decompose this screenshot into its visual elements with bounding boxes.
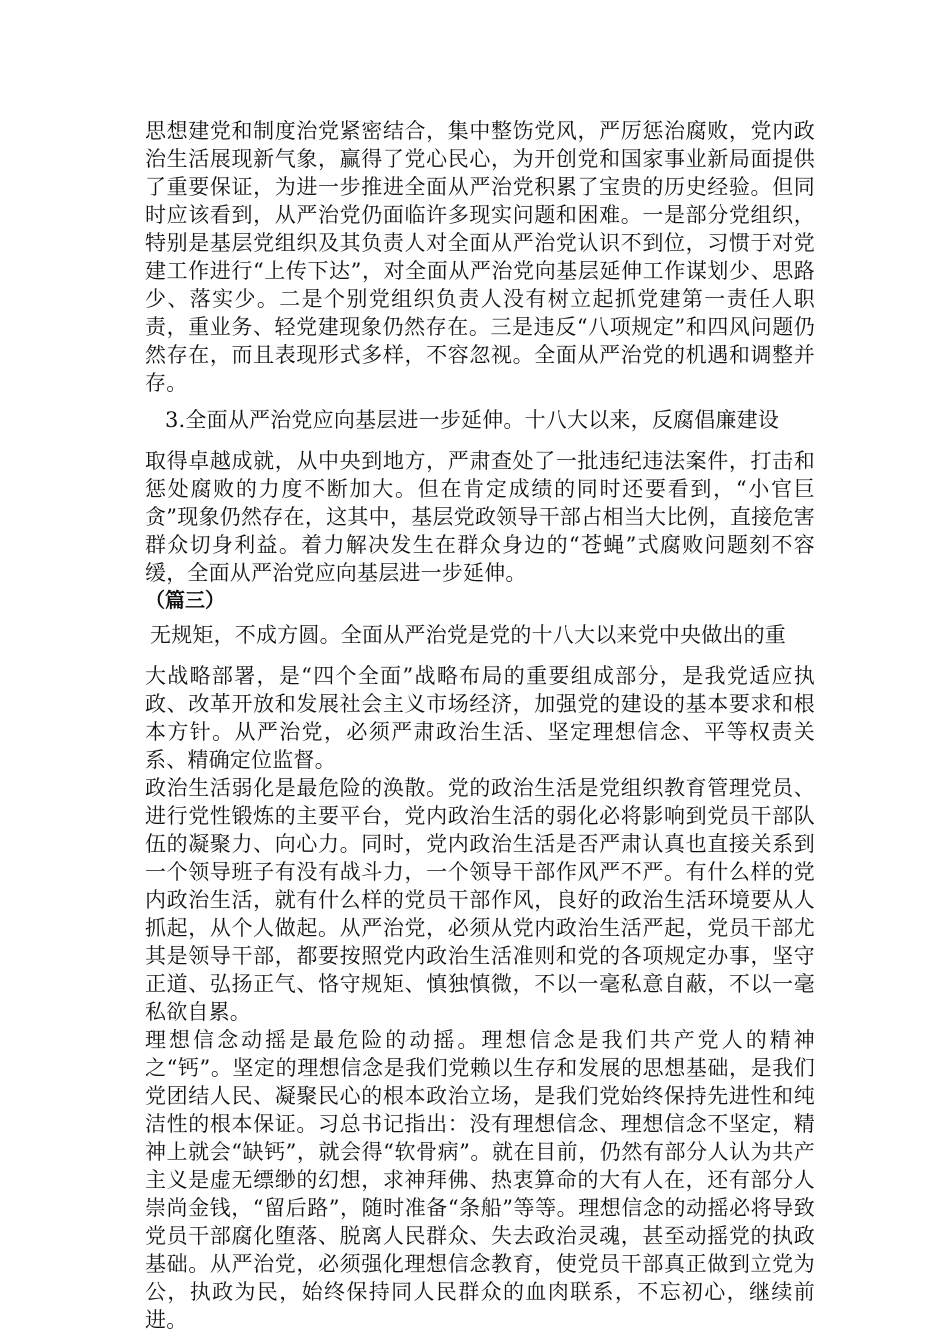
paragraph-ideals-beliefs: 理想信念动摇是最危险的动摇。理想信念是我们共产党人的精神之“钙”。坚定的理想信念是我们党赖以生存和发展的思想基础，是我们党团结人民、凝聚民心的根本政治立场，是我们党始终保持先进性和纯洁性的根本保证。习总书记指出：没有理想信念、理想信念不坚定，精神上就会“缺钙”，就会得“软骨病”。就在目前，仍然有部分人认为共产主义是虚无缥缈的幻想，求神拜佛、热衷算命的大有人在，还有部分人崇尚金钱，“留后路”，随时准备“条船”等等。理想信念的动摇必将导致党员干部腐化堕落、脱离人民群众、失去政治灵魂，甚至动摇党的执政基础。从严治党，必须强化理想信念教育，使党员干部真正做到立党为公，执政为民，始终保持同人民群众的血肉联系，不忘初心，继续前进。 bbox=[145, 1028, 815, 1332]
paragraph-body: 取得卓越成就，从中央到地方，严肃查处了一批违纪违法案件，打击和惩处腐败的力度不断加大。但在肯定成绩的同时还要看到，“小官巨贪”现象仍然存在，这其中，基层党政领导干部占相当大比例，直接危害群众切身利益。着力解决发生在群众身边的“苍蝇”式腐败问题刻不容缓，全面从严治党应向基层进一步延伸。 bbox=[145, 449, 815, 585]
paragraph-body: 大战略部署，是“四个全面”战略布局的重要组成部分，是我党适应执政、改革开放和发展社会主义市场经济，加强党的建设的基本要求和根本方针。从严治党，必须严肃政治生活、坚定理想信念、平等权责关系、精确定位监督。 bbox=[145, 664, 815, 772]
paragraph-rules-intro bbox=[145, 621, 815, 774]
section-heading: （篇三） bbox=[145, 588, 225, 612]
paragraph-political-life: 政治生活弱化是最危险的涣散。党的政治生活是党组织教育管理党员、进行党性锻炼的主要平台，党内政治生活的弱化必将影响到党员干部队伍的凝聚力、向心力。同时，党内政治生活是否严肃认真也直接关系到一个领导班子有没有战斗力，一个领导干部作风严不严。有什么样的党内政治生活，就有什么样的党员干部作风，良好的政治生活环境要从人抓起，从个人做起。从严治党，必须从党内政治生活严起，党员干部尤其是领导干部，都要按照党内政治生活准则和党的各项规定办事，坚守正道、弘扬正气、恪守规矩、慎独慎微，不以一毫私意自蔽，不以一毫私欲自累。 bbox=[145, 776, 815, 1024]
paragraph-lead-line: 3.全面从严治党应向基层进一步延伸。十八大以来，反腐倡廉建设 bbox=[165, 408, 780, 432]
paragraph-lead-line: 无规矩，不成方圆。全面从严治党是党的十八大以来党中央做出的重 bbox=[150, 623, 786, 647]
paragraph-strict-governance-achievements: 思想建党和制度治党紧密结合，集中整饬党风，严厉惩治腐败，党内政治生活展现新气象，赢得了党心民心，为开创党和国家事业新局面提供了重要保证，为进一步推进全面从严治党积累了宝贵的历史经验。但同时应该看到，从严治党仍面临许多现实问题和困难。一是部分党组织，特别是基层党组织及其负责人对全面从严治党认识不到位，习惯于对党建工作进行“上传下达”，对全面从严治党向基层延伸工作谋划少、思路少、落实少。二是个别党组织负责人没有树立起抓党建第一责任人职责，重业务、轻党建现象仍然存在。三是违反“八项规定”和四风问题仍然存在，而且表现形式多样，不容忽视。全面从严治党的机遇和调整并存。 bbox=[145, 119, 815, 395]
document-page bbox=[145, 117, 815, 1334]
paragraph-extend-to-grassroots bbox=[145, 406, 815, 587]
